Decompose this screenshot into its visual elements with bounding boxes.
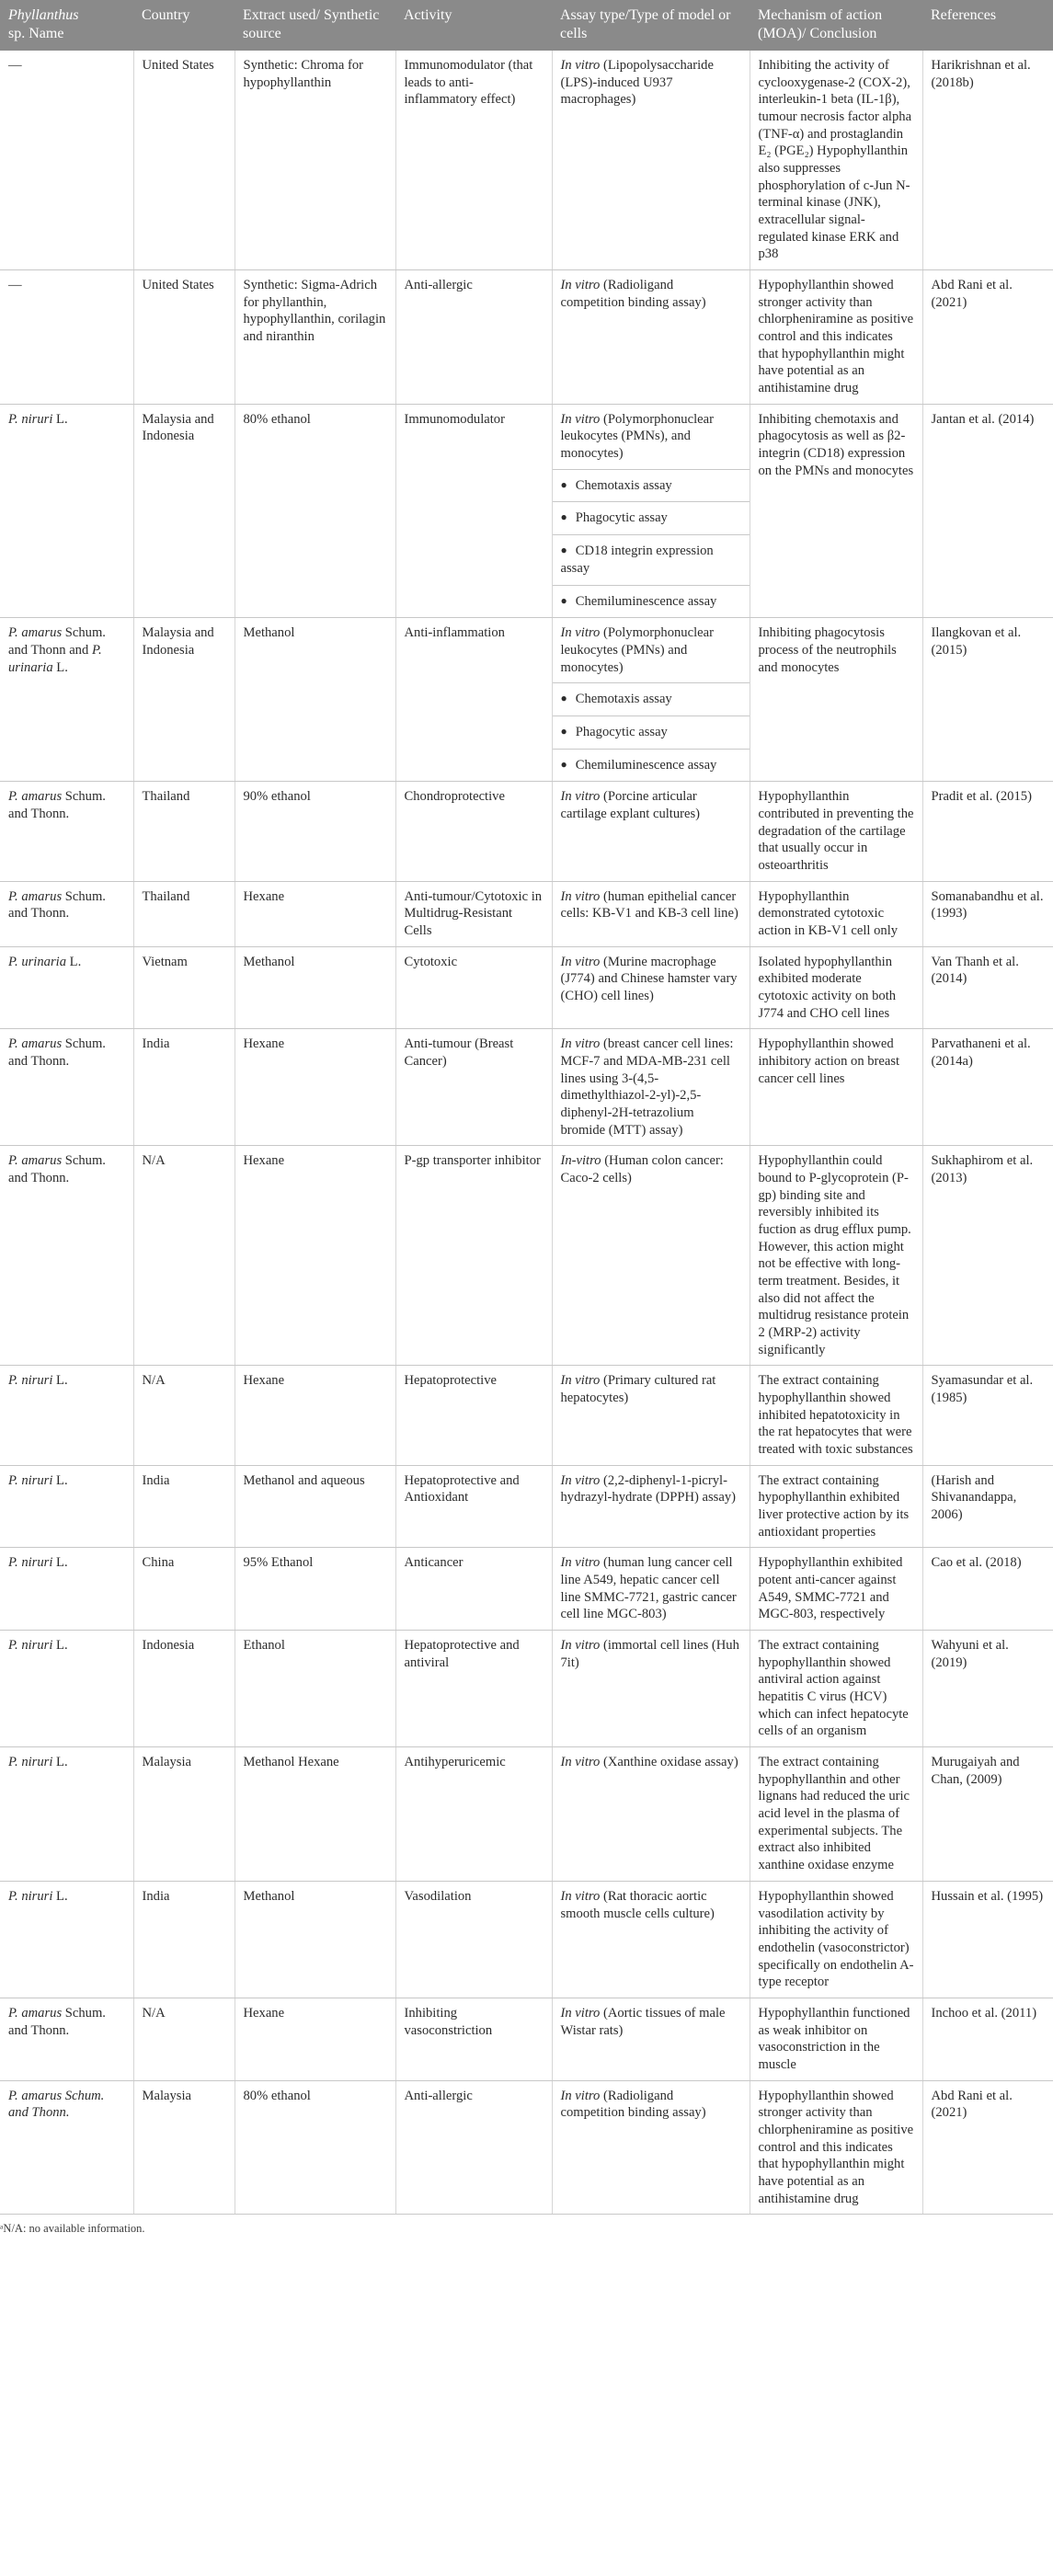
assay-type-detail: (human lung cancer cell line A549, hepatic cancer cell line SMMC-7721, gastric cancer cell line MGC-803) [560, 1555, 737, 1622]
table-row [0, 946, 1053, 1029]
assay-sub-label: Chemotaxis assay [575, 692, 672, 707]
table-row [0, 1366, 1053, 1465]
cell-assay [552, 51, 750, 270]
cell-extract: Hexane [235, 1366, 395, 1465]
table-row [0, 1465, 1053, 1548]
species-name-italic: P. niruri [8, 1755, 53, 1770]
assay-type-detail: (Aortic tissues of male Wistar rats) [560, 2005, 726, 2038]
species-name-rest: Schum. and Thonn. [8, 888, 106, 922]
table-row [0, 1998, 1053, 2080]
cell-extract: Ethanol [235, 1631, 395, 1747]
species-name-rest: Schum. and Thonn. [8, 789, 106, 821]
cell-country: Thailand [133, 782, 235, 881]
assay-sub-label: CD18 integrin expression assay [560, 544, 714, 576]
header-moa: Mechanism of action (MOA)/ Conclusion [750, 0, 922, 51]
cell-assay [552, 1029, 750, 1146]
species-name-rest: L. [52, 1373, 68, 1389]
cell-activity: Hepatoprotective [395, 1366, 552, 1465]
species-name-rest: L. [52, 1638, 68, 1654]
cell-assay [552, 1548, 750, 1631]
cell-moa: Hypophyllanthin showed vasodilation activity by inhibiting the activity of endothelin (vasoconstrictor) specifically on endothelin A-type receptor [750, 1881, 922, 1998]
cell-country: China [133, 1548, 235, 1631]
assay-type-italic: In vitro [560, 1373, 601, 1389]
cell-reference: Abd Rani et al. (2021) [922, 270, 1053, 405]
cell-assay [552, 618, 750, 782]
cell-country: Malaysia and Indonesia [133, 618, 235, 782]
assay-sub-item [553, 585, 750, 618]
assay-type-detail: (Xanthine oxidase assay) [600, 1755, 738, 1770]
cell-reference: Abd Rani et al. (2021) [922, 2080, 1053, 2215]
cell-reference: Somanabandhu et al. (1993) [922, 881, 1053, 946]
cell-moa: Hypophyllanthin contributed in preventing the degradation of the cartilage that usually occur in osteoarthritis [750, 782, 922, 881]
assay-sub-label: Chemiluminescence assay [575, 757, 717, 773]
cell-country: Indonesia [133, 1631, 235, 1747]
header-row [0, 0, 1053, 51]
species-name-italic: P. niruri [8, 1638, 53, 1654]
assay-sub-item [553, 716, 750, 749]
cell-extract: Synthetic: Sigma-Adrich for phyllanthin, hypophyllanthin, corilagin and niranthin [235, 270, 395, 405]
assay-type-detail: (Radioligand competition binding assay) [560, 2088, 706, 2121]
species-name-rest: L. [52, 1755, 68, 1770]
assay-type-italic: In vitro [560, 1755, 601, 1770]
table-row [0, 1631, 1053, 1747]
cell-activity: P-gp transporter inhibitor [395, 1146, 552, 1366]
cell-assay [552, 946, 750, 1029]
bullet-icon: ● [560, 757, 567, 771]
bullet-icon: ● [560, 510, 567, 524]
cell-extract: 90% ethanol [235, 782, 395, 881]
cell-reference: Jantan et al. (2014) [922, 404, 1053, 617]
table-row [0, 404, 1053, 617]
species-name-rest: L. [52, 659, 68, 675]
assay-sub-label: Phagocytic assay [575, 724, 668, 739]
cell-assay [552, 1747, 750, 1882]
cell-moa: Inhibiting phagocytosis process of the neutrophils and monocytes [750, 618, 922, 782]
assay-type-italic: In vitro [560, 58, 601, 74]
table-row [0, 1029, 1053, 1146]
cell-activity: Anti-tumour/Cytotoxic in Multidrug-Resistant Cells [395, 881, 552, 946]
cell-reference: Pradit et al. (2015) [922, 782, 1053, 881]
cell-country: Thailand [133, 881, 235, 946]
header-assay: Assay type/Type of model or cells [552, 0, 750, 51]
table-row [0, 270, 1053, 405]
assay-description [553, 405, 750, 469]
assay-description [553, 1882, 750, 1929]
cell-extract: Hexane [235, 1998, 395, 2080]
cell-assay [552, 1366, 750, 1465]
assay-description [553, 51, 750, 115]
assay-description [553, 782, 750, 829]
species-name-italic: P. amarus [8, 1153, 63, 1169]
species-name-rest: — [8, 58, 22, 74]
table-row [0, 1548, 1053, 1631]
cell-reference: Parvathaneni et al. (2014a) [922, 1029, 1053, 1146]
assay-type-detail: (2,2-diphenyl-1-picryl-hydrazyl-hydrate (DPPH) assay) [560, 1472, 736, 1506]
assay-type-italic: In vitro [560, 2088, 601, 2103]
species-name-rest: Schum. and Thonn. [8, 1153, 106, 1185]
cell-species [0, 618, 133, 782]
table-row [0, 881, 1053, 946]
cell-activity: Inhibiting vasoconstriction [395, 1998, 552, 2080]
assay-description [553, 1631, 750, 1677]
cell-assay [552, 1631, 750, 1747]
cell-activity: Anti-allergic [395, 2080, 552, 2215]
cell-extract: Hexane [235, 1029, 395, 1146]
cell-country: N/A [133, 1998, 235, 2080]
assay-type-detail: (Radioligand competition binding assay) [560, 278, 706, 310]
bullet-icon: ● [560, 692, 567, 705]
assay-sub-item [553, 534, 750, 584]
assay-type-detail: (Murine macrophage (J774) and Chinese hamster vary (CHO) cell lines) [560, 954, 738, 1003]
assay-type-italic: In vitro [560, 1472, 601, 1488]
cell-assay [552, 404, 750, 617]
assay-description [553, 882, 750, 929]
assay-sub-label: Chemotaxis assay [575, 477, 672, 493]
species-name-italic: P. amarus [8, 1036, 63, 1052]
assay-type-italic: In vitro [560, 789, 601, 805]
cell-moa: The extract containing hypophyllanthin and other lignans had reduced the uric acid level in the plasma of experimental subjects. The extract also inhibited xanthine oxidase enzyme [750, 1747, 922, 1882]
cell-species [0, 1146, 133, 1366]
species-name-rest: L. [66, 954, 82, 969]
cell-moa: Hypophyllanthin functioned as weak inhibitor on vasoconstriction in the muscle [750, 1998, 922, 2080]
cell-activity: Cytotoxic [395, 946, 552, 1029]
header-species: Phyllanthus sp. Name [0, 0, 133, 51]
species-name-italic: P. niruri [8, 1555, 53, 1571]
species-name-italic: P. amarus [8, 2005, 63, 2021]
assay-type-italic: In vitro [560, 1888, 601, 1904]
header-references: References [922, 0, 1053, 51]
assay-description [553, 1366, 750, 1413]
assay-sub-item [553, 501, 750, 534]
assay-description [553, 1548, 750, 1630]
species-name-italic: P. urinaria [8, 642, 102, 675]
cell-species [0, 782, 133, 881]
cell-country: N/A [133, 1366, 235, 1465]
cell-activity: Anti-tumour (Breast Cancer) [395, 1029, 552, 1146]
cell-reference: Hussain et al. (1995) [922, 1881, 1053, 1998]
cell-activity: Immunomodulator [395, 404, 552, 617]
cell-assay [552, 1465, 750, 1548]
species-name-italic: P. amarus [8, 625, 63, 641]
cell-activity: Antihyperuricemic [395, 1747, 552, 1882]
cell-moa: Hypophyllanthin exhibited potent anti-cancer against A549, SMMC-7721 and MGC-803, respectively [750, 1548, 922, 1631]
table-row [0, 1747, 1053, 1882]
assay-type-italic: In vitro [560, 625, 601, 641]
bullet-icon: ● [560, 544, 567, 557]
assay-type-detail: (Lipopolysaccharide (LPS)-induced U937 macrophages) [560, 58, 714, 108]
cell-moa: Isolated hypophyllanthin exhibited moderate cytotoxic activity on both J774 and CHO cell lines [750, 946, 922, 1029]
cell-species [0, 1465, 133, 1548]
assay-type-italic: In vitro [560, 1036, 601, 1052]
assay-type-italic: In vitro [560, 2005, 601, 2021]
assay-type-detail: (immortal cell lines (Huh 7it) [560, 1638, 739, 1670]
species-name-italic: P. niruri [8, 1472, 53, 1488]
assay-sub-item [553, 469, 750, 502]
cell-country: Malaysia [133, 2080, 235, 2215]
cell-activity: Hepatoprotective and Antioxidant [395, 1465, 552, 1548]
cell-reference: (Harish and Shivanandappa, 2006) [922, 1465, 1053, 1548]
species-name-italic: P. amarus [8, 789, 63, 805]
cell-extract: 80% ethanol [235, 404, 395, 617]
species-name-rest: L. [52, 1888, 68, 1904]
bullet-icon: ● [560, 593, 567, 607]
cell-moa: Inhibiting chemotaxis and phagocytosis as well as β2-integrin (CD18) expression on the PMNs and monocytes [750, 404, 922, 617]
cell-country: Malaysia [133, 1747, 235, 1882]
cell-species [0, 881, 133, 946]
table-row [0, 618, 1053, 782]
cell-moa: Inhibiting the activity of cyclooxygenase-2 (COX-2), interleukin-1 beta (IL-1β), tumour necrosis factor alpha (TNF-α) and prostaglandin E₂ (PGE₂) Hypophyllanthin also suppresses phosphorylation of c-Jun N-terminal kinase (JNK), extracellular signal-regulated kinase ERK and p38 [750, 51, 922, 270]
assay-description [553, 1747, 750, 1778]
cell-moa: Hypophyllanthin could bound to P-glycoprotein (P-gp) binding site and reversibly inhibited its fuction as drug efflux pump. However, this action might not be effective with long-term treatment. Besides, it also did not affect the multidrug resistance protein 2 (MRP-2) activity significantly [750, 1146, 922, 1366]
table-row [0, 1146, 1053, 1366]
cell-reference: Murugaiyah and Chan, (2009) [922, 1747, 1053, 1882]
cell-activity: Vasodilation [395, 1881, 552, 1998]
cell-country: India [133, 1029, 235, 1146]
species-name-rest: Schum. and Thonn and [8, 625, 106, 658]
cell-moa: Hypophyllanthin showed inhibitory action on breast cancer cell lines [750, 1029, 922, 1146]
cell-species [0, 1029, 133, 1146]
cell-extract: 95% Ethanol [235, 1548, 395, 1631]
cell-reference: Wahyuni et al. (2019) [922, 1631, 1053, 1747]
cell-assay [552, 1146, 750, 1366]
assay-type-detail: (Rat thoracic aortic smooth muscle cells culture) [560, 1888, 715, 1921]
cell-species [0, 2080, 133, 2215]
assay-type-detail: (Primary cultured rat hepatocytes) [560, 1373, 716, 1406]
cell-reference: Van Thanh et al. (2014) [922, 946, 1053, 1029]
cell-species [0, 1366, 133, 1465]
cell-activity: Hepatoprotective and antiviral [395, 1631, 552, 1747]
cell-assay [552, 881, 750, 946]
cell-reference: Cao et al. (2018) [922, 1548, 1053, 1631]
assay-type-italic: In vitro [560, 1555, 601, 1571]
cell-species [0, 1998, 133, 2080]
species-name-rest: Schum. and Thonn. [8, 1036, 106, 1069]
assay-type-italic: In-vitro [560, 1153, 601, 1169]
species-name-rest: L. [52, 411, 68, 427]
cell-species [0, 270, 133, 405]
cell-activity: Immunomodulator (that leads to anti-inflammatory effect) [395, 51, 552, 270]
assay-description [553, 1466, 750, 1513]
species-name-italic: P. niruri [8, 411, 53, 427]
cell-reference: Ilangkovan et al. (2015) [922, 618, 1053, 782]
species-name-rest: L. [52, 1555, 68, 1571]
cell-moa: Hypophyllanthin demonstrated cytotoxic action in KB-V1 cell only [750, 881, 922, 946]
header-extract: Extract used/ Synthetic source [235, 0, 395, 51]
cell-assay [552, 2080, 750, 2215]
assay-type-italic: In vitro [560, 888, 601, 904]
assay-description [553, 1029, 750, 1145]
table-body [0, 51, 1053, 2215]
cell-activity: Anti-inflammation [395, 618, 552, 782]
cell-country: India [133, 1881, 235, 1998]
assay-type-detail: (Polymorphonuclear leukocytes (PMNs), and monocytes) [560, 411, 714, 462]
assay-description [553, 1998, 750, 2045]
cell-species [0, 51, 133, 270]
header-country: Country [133, 0, 235, 51]
cell-extract: Hexane [235, 1146, 395, 1366]
cell-country: United States [133, 270, 235, 405]
cell-assay [552, 1998, 750, 2080]
cell-country: Vietnam [133, 946, 235, 1029]
assay-description [553, 1146, 750, 1193]
cell-reference: Syamasundar et al. (1985) [922, 1366, 1053, 1465]
assay-type-detail: (breast cancer cell lines: MCF-7 and MDA-MB-231 cell lines using 3-(4,5-dimethylthiazol-2-yl)-2,5-diphenyl-2H-tetrazolium bromide (MTT) assay) [560, 1036, 734, 1138]
species-name-rest: L. [52, 1472, 68, 1488]
cell-extract: Methanol [235, 1881, 395, 1998]
cell-species [0, 1881, 133, 1998]
bullet-icon: ● [560, 724, 567, 738]
cell-extract: 80% ethanol [235, 2080, 395, 2215]
cell-extract: Methanol [235, 618, 395, 782]
cell-country: N/A [133, 1146, 235, 1366]
table-header [0, 0, 1053, 51]
cell-extract: Hexane [235, 881, 395, 946]
cell-extract: Methanol [235, 946, 395, 1029]
species-name-italic: P. amarus [8, 888, 63, 904]
cell-species [0, 1747, 133, 1882]
table-row [0, 782, 1053, 881]
bullet-icon: ● [560, 477, 567, 491]
species-name-rest: Schum. and Thonn. [8, 2005, 106, 2038]
cell-activity: Chondroprotective [395, 782, 552, 881]
header-activity: Activity [395, 0, 552, 51]
assay-type-italic: In vitro [560, 411, 601, 427]
cell-country: Malaysia and Indonesia [133, 404, 235, 617]
assay-description [553, 618, 750, 682]
cell-species [0, 1548, 133, 1631]
assay-type-italic: In vitro [560, 1638, 601, 1654]
cell-assay [552, 1881, 750, 1998]
assay-sub-item [553, 749, 750, 782]
assay-type-detail: (human epithelial cancer cells: KB-V1 and KB-3 cell line) [560, 888, 738, 922]
cell-species [0, 1631, 133, 1747]
table-row [0, 1881, 1053, 1998]
cell-species [0, 946, 133, 1029]
cell-country: United States [133, 51, 235, 270]
cell-extract: Methanol and aqueous [235, 1465, 395, 1548]
assay-sub-item [553, 682, 750, 716]
cell-assay [552, 270, 750, 405]
assay-type-italic: In vitro [560, 954, 601, 969]
cell-assay [552, 782, 750, 881]
assay-description [553, 947, 750, 1012]
table-row [0, 2080, 1053, 2215]
cell-moa: The extract containing hypophyllanthin showed inhibited hepatotoxicity in the rat hepatocytes that were treated with toxic substances [750, 1366, 922, 1465]
assay-type-italic: In vitro [560, 278, 601, 293]
cell-species [0, 404, 133, 617]
cell-moa: The extract containing hypophyllanthin showed antiviral action against hepatitis C virus (HCV) which can infect hepatocyte cells of an organism [750, 1631, 922, 1747]
table-footnote: ᵃN/A: no available information. [0, 2222, 145, 2236]
assay-type-detail: (Human colon cancer: Caco-2 cells) [560, 1153, 724, 1185]
assay-description [553, 270, 750, 317]
species-name-italic: P. niruri [8, 1373, 53, 1389]
assay-sub-label: Chemiluminescence assay [575, 593, 717, 609]
cell-moa: The extract containing hypophyllanthin exhibited liver protective action by its antioxidant properties [750, 1465, 922, 1548]
assay-type-detail: (Porcine articular cartilage explant cultures) [560, 789, 701, 821]
species-name-italic: P. niruri [8, 1888, 53, 1904]
assay-type-detail: (Polymorphonuclear leukocytes (PMNs) and monocytes) [560, 625, 714, 675]
cell-reference: Sukhaphirom et al. (2013) [922, 1146, 1053, 1366]
cell-extract: Methanol Hexane [235, 1747, 395, 1882]
cell-moa: Hypophyllanthin showed stronger activity than chlorpheniramine as positive control and this indicates that hypophyllanthin might have potential as an antihistamine drug [750, 2080, 922, 2215]
cell-activity: Anti-allergic [395, 270, 552, 405]
cell-country: India [133, 1465, 235, 1548]
assay-sub-label: Phagocytic assay [575, 510, 668, 526]
cell-reference: Harikrishnan et al. (2018b) [922, 51, 1053, 270]
species-name-rest: — [8, 278, 22, 293]
cell-moa: Hypophyllanthin showed stronger activity than chlorpheniramine as positive control and this indicates that hypophyllanthin might have potential as an antihistamine drug [750, 270, 922, 405]
table-row [0, 51, 1053, 270]
cell-extract: Synthetic: Chroma for hypophyllanthin [235, 51, 395, 270]
species-name-italic: P. urinaria [8, 954, 66, 969]
assay-description [553, 2081, 750, 2128]
species-name-italic: P. amarus Schum. and Thonn. [8, 2088, 105, 2121]
cell-reference: Inchoo et al. (2011) [922, 1998, 1053, 2080]
cell-activity: Anticancer [395, 1548, 552, 1631]
